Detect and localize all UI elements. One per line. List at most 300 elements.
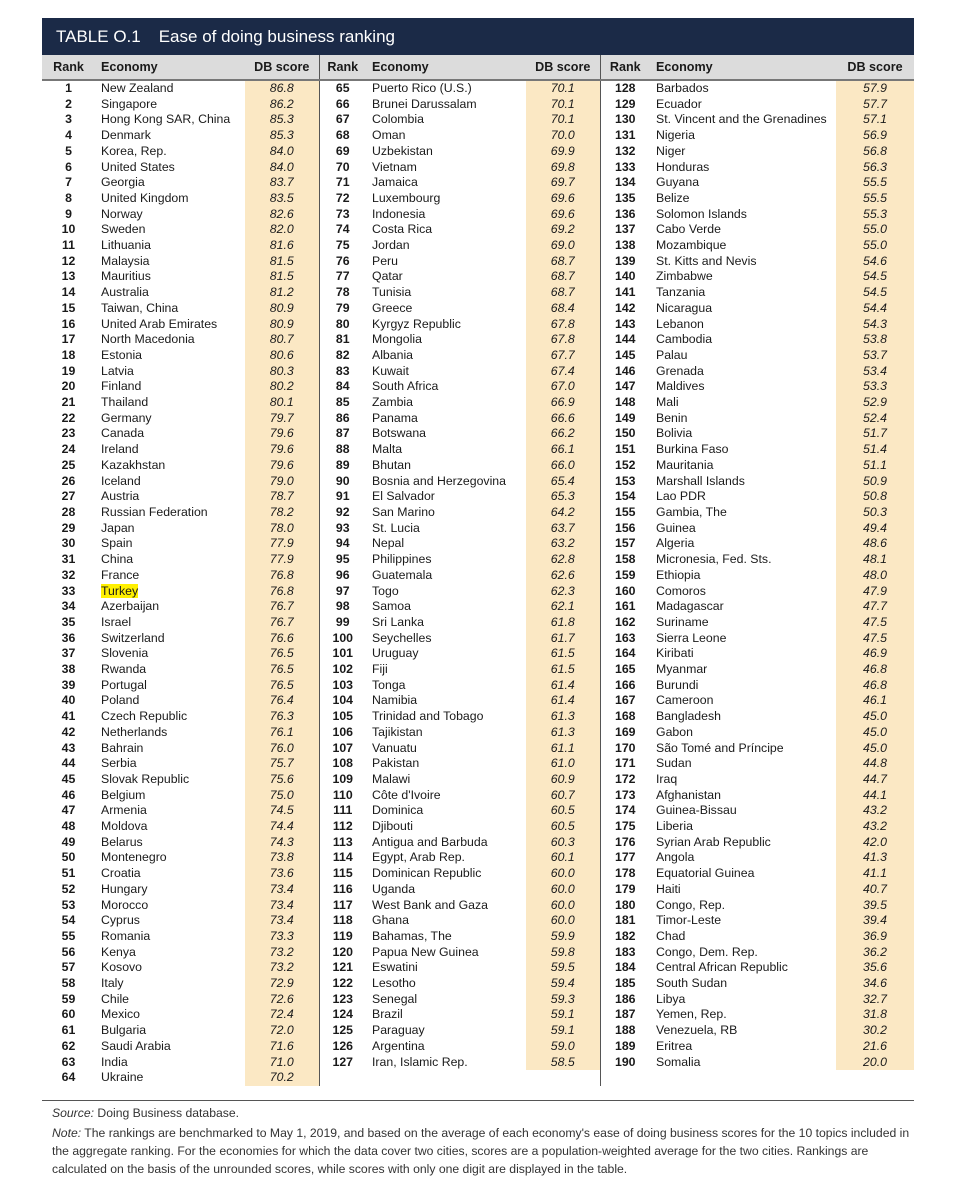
economy-cell: Jordan	[372, 238, 410, 253]
economy-cell: Sweden	[101, 222, 146, 237]
score-cell: 69.9	[526, 144, 600, 160]
score-cell: 21.6	[836, 1039, 914, 1055]
economy-cell: Estonia	[101, 347, 143, 362]
rank-cell: 35	[61, 614, 76, 629]
table-row	[42, 819, 914, 835]
score-cell: 73.6	[245, 866, 319, 882]
score-cell: 50.3	[836, 505, 914, 521]
rank-cell: 103	[319, 678, 366, 694]
rank-cell: 183	[600, 945, 650, 961]
rank-cell: 13	[61, 269, 76, 284]
note-label: Note:	[52, 1126, 82, 1140]
table-row	[42, 160, 914, 176]
economy-cell: Tanzania	[656, 285, 706, 300]
score-cell: 76.5	[245, 678, 319, 694]
table-title: Ease of doing business ranking	[158, 26, 395, 46]
rank-cell: 47	[61, 803, 76, 818]
economy-cell: Bahrain	[101, 740, 144, 755]
score-cell: 42.0	[836, 835, 914, 851]
rank-cell: 34	[61, 599, 76, 614]
rank-cell: 39	[61, 677, 76, 692]
economy-cell: Sierra Leone	[656, 630, 727, 645]
rank-cell: 153	[600, 474, 650, 490]
economy-cell: St. Vincent and the Grenadines	[656, 112, 827, 127]
rank-cell: 115	[319, 866, 366, 882]
economy-cell: Taiwan, China	[101, 300, 179, 315]
rank-cell: 63	[61, 1054, 76, 1069]
economy-cell: Libya	[656, 991, 686, 1006]
economy-cell: Bahamas, The	[372, 928, 452, 943]
economy-cell: Bulgaria	[101, 1023, 147, 1038]
economy-cell: Samoa	[372, 599, 411, 614]
economy-cell: Malta	[372, 442, 403, 457]
table-row	[42, 426, 914, 442]
table-row	[42, 835, 914, 851]
economy-header: Economy	[95, 55, 245, 80]
table-row	[42, 709, 914, 725]
economy-cell: Syrian Arab Republic	[656, 834, 771, 849]
score-cell: 74.3	[245, 835, 319, 851]
score-cell: 72.4	[245, 1007, 319, 1023]
rank-cell: 123	[319, 992, 366, 1008]
rank-header: Rank	[600, 55, 650, 80]
economy-cell: Togo	[372, 583, 399, 598]
economy-cell: Tajikistan	[372, 724, 423, 739]
economy-cell: Botswana	[372, 426, 427, 441]
rank-cell: 169	[600, 725, 650, 741]
economy-cell: Somalia	[656, 1054, 701, 1069]
score-cell: 48.6	[836, 536, 914, 552]
economy-cell: Greece	[372, 300, 413, 315]
rank-cell: 98	[319, 599, 366, 615]
score-cell: 78.2	[245, 505, 319, 521]
rank-cell: 151	[600, 442, 650, 458]
table-row	[42, 395, 914, 411]
rank-cell: 30	[61, 536, 76, 551]
rank-cell: 5	[65, 143, 72, 158]
score-cell: 76.8	[245, 568, 319, 584]
score-cell: 80.7	[245, 332, 319, 348]
table-row	[42, 615, 914, 631]
rank-cell: 26	[61, 473, 76, 488]
score-cell: 79.7	[245, 411, 319, 427]
rank-cell: 134	[600, 175, 650, 191]
table-row	[42, 238, 914, 254]
rank-cell: 113	[319, 835, 366, 851]
score-cell: 57.9	[836, 80, 914, 97]
economy-cell: Italy	[101, 976, 124, 991]
score-cell: 76.3	[245, 709, 319, 725]
score-cell: 72.0	[245, 1023, 319, 1039]
economy-cell: Burundi	[656, 677, 699, 692]
rank-cell: 52	[61, 881, 76, 896]
rank-cell: 171	[600, 756, 650, 772]
rank-cell: 24	[61, 442, 76, 457]
economy-cell: Kosovo	[101, 960, 143, 975]
rank-cell: 83	[319, 364, 366, 380]
rank-cell: 53	[61, 897, 76, 912]
economy-cell: Côte d'Ivoire	[372, 787, 441, 802]
rank-cell: 11	[62, 238, 75, 253]
economy-cell: Rwanda	[101, 662, 147, 677]
economy-cell: Timor-Leste	[656, 913, 722, 928]
rank-cell: 135	[600, 191, 650, 207]
score-cell: 75.0	[245, 788, 319, 804]
table-row	[42, 207, 914, 223]
table-row	[42, 960, 914, 976]
economy-cell: Slovenia	[101, 646, 149, 661]
score-cell: 60.0	[526, 898, 600, 914]
economy-cell: Cyprus	[101, 913, 140, 928]
rank-cell: 100	[319, 631, 366, 647]
economy-cell: Nicaragua	[656, 300, 713, 315]
rank-cell: 126	[319, 1039, 366, 1055]
rank-cell: 40	[61, 693, 76, 708]
score-cell: 78.7	[245, 489, 319, 505]
score-cell: 34.6	[836, 976, 914, 992]
economy-cell: Myanmar	[656, 662, 708, 677]
table-bottom-rule	[42, 1100, 914, 1101]
rank-cell: 27	[61, 489, 76, 504]
economy-cell: Burkina Faso	[656, 442, 729, 457]
economy-cell: Niger	[656, 143, 686, 158]
rank-cell: 86	[319, 411, 366, 427]
score-cell: 76.7	[245, 599, 319, 615]
economy-cell: Azerbaijan	[101, 599, 160, 614]
score-cell: 47.5	[836, 631, 914, 647]
score-cell: 70.1	[526, 112, 600, 128]
economy-cell: Mali	[656, 395, 679, 410]
economy-cell: Saudi Arabia	[101, 1038, 171, 1053]
rank-cell: 41	[61, 709, 76, 724]
economy-cell: South Africa	[372, 379, 439, 394]
score-cell: 73.4	[245, 882, 319, 898]
rank-cell: 124	[319, 1007, 366, 1023]
table-row	[42, 191, 914, 207]
score-cell: 70.1	[526, 80, 600, 97]
score-cell: 80.9	[245, 301, 319, 317]
rank-cell: 159	[600, 568, 650, 584]
score-cell: 59.1	[526, 1007, 600, 1023]
rank-cell: 49	[61, 834, 76, 849]
economy-cell: United States	[101, 159, 175, 174]
rank-cell: 16	[61, 316, 76, 331]
rank-cell: 121	[319, 960, 366, 976]
table-row	[42, 913, 914, 929]
table-row	[42, 568, 914, 584]
rank-cell: 79	[319, 301, 366, 317]
score-cell: 84.0	[245, 160, 319, 176]
highlighted-economy: Turkey	[101, 583, 139, 598]
economy-cell: Denmark	[101, 128, 151, 143]
score-cell: 61.3	[526, 709, 600, 725]
table-row	[42, 97, 914, 113]
rank-cell: 162	[600, 615, 650, 631]
table-row	[42, 929, 914, 945]
score-cell: 46.8	[836, 662, 914, 678]
rank-cell: 10	[61, 222, 76, 237]
economy-cell: Guinea	[656, 520, 696, 535]
table-row	[42, 1039, 914, 1055]
score-cell: 41.3	[836, 850, 914, 866]
economy-cell: Angola	[656, 850, 695, 865]
rank-cell: 116	[319, 882, 366, 898]
economy-cell: Gabon	[656, 724, 693, 739]
table-row	[42, 442, 914, 458]
rank-cell: 36	[61, 630, 76, 645]
rank-cell: 133	[600, 160, 650, 176]
rank-cell: 172	[600, 772, 650, 788]
economy-cell: Nepal	[372, 536, 405, 551]
score-cell: 76.0	[245, 741, 319, 757]
score-cell: 51.4	[836, 442, 914, 458]
economy-cell: Kiribati	[656, 646, 694, 661]
rank-cell: 157	[600, 536, 650, 552]
rank-cell: 97	[319, 584, 366, 600]
economy-cell: Korea, Rep.	[101, 143, 167, 158]
score-cell: 56.3	[836, 160, 914, 176]
rank-cell: 188	[600, 1023, 650, 1039]
economy-cell: Jamaica	[372, 175, 418, 190]
score-cell: 73.8	[245, 850, 319, 866]
table-row	[42, 128, 914, 144]
score-cell: 54.6	[836, 254, 914, 270]
table-row	[42, 693, 914, 709]
rank-cell: 140	[600, 269, 650, 285]
score-cell: 85.3	[245, 112, 319, 128]
rank-cell: 51	[61, 866, 76, 881]
economy-cell: Mexico	[101, 1007, 140, 1022]
economy-cell: Malaysia	[101, 253, 150, 268]
rank-cell: 152	[600, 458, 650, 474]
table-row	[42, 1007, 914, 1023]
economy-cell: Marshall Islands	[656, 473, 745, 488]
score-cell: 86.8	[245, 80, 319, 97]
score-cell: 41.1	[836, 866, 914, 882]
economy-cell: Papua New Guinea	[372, 944, 479, 959]
table-row	[42, 112, 914, 128]
score-cell: 61.1	[526, 741, 600, 757]
rank-cell: 69	[319, 144, 366, 160]
economy-cell: Norway	[101, 206, 143, 221]
rank-cell: 165	[600, 662, 650, 678]
rank-cell: 58	[61, 976, 76, 991]
table-row	[42, 458, 914, 474]
score-cell: 61.7	[526, 631, 600, 647]
score-cell: 50.9	[836, 474, 914, 490]
rank-cell: 189	[600, 1039, 650, 1055]
source-label: Source:	[52, 1106, 95, 1120]
score-cell	[836, 1070, 914, 1086]
rank-cell: 60	[61, 1007, 76, 1022]
economy-cell: Vanuatu	[372, 740, 417, 755]
score-cell: 64.2	[526, 505, 600, 521]
rank-cell: 20	[61, 379, 76, 394]
score-cell: 53.7	[836, 348, 914, 364]
rank-cell: 65	[319, 80, 366, 97]
rank-cell: 173	[600, 788, 650, 804]
rank-cell: 155	[600, 505, 650, 521]
score-cell: 45.0	[836, 709, 914, 725]
rank-cell: 42	[61, 724, 76, 739]
rank-cell: 32	[61, 567, 76, 582]
score-cell: 61.4	[526, 678, 600, 694]
score-cell: 76.7	[245, 615, 319, 631]
score-cell: 54.4	[836, 301, 914, 317]
rank-cell: 74	[319, 222, 366, 238]
rank-cell: 129	[600, 97, 650, 113]
rank-cell: 164	[600, 646, 650, 662]
table-row	[42, 489, 914, 505]
score-cell: 73.2	[245, 945, 319, 961]
rank-cell: 88	[319, 442, 366, 458]
economy-cell: Russian Federation	[101, 504, 208, 519]
economy-cell: Micronesia, Fed. Sts.	[656, 552, 772, 567]
economy-cell: Eswatini	[372, 960, 418, 975]
score-cell: 35.6	[836, 960, 914, 976]
economy-cell: Haiti	[656, 881, 681, 896]
economy-cell: Canada	[101, 426, 145, 441]
economy-cell: Montenegro	[101, 850, 167, 865]
rank-cell: 154	[600, 489, 650, 505]
score-cell: 67.4	[526, 364, 600, 380]
economy-cell: Guatemala	[372, 567, 433, 582]
economy-cell: Comoros	[656, 583, 706, 598]
score-cell: 47.7	[836, 599, 914, 615]
score-cell: 36.2	[836, 945, 914, 961]
rank-cell: 62	[61, 1038, 76, 1053]
economy-cell: Congo, Rep.	[656, 897, 726, 912]
rank-cell: 61	[61, 1023, 76, 1038]
score-cell: 44.8	[836, 756, 914, 772]
rank-cell: 108	[319, 756, 366, 772]
economy-cell: Mauritius	[101, 269, 151, 284]
rank-cell: 46	[61, 787, 76, 802]
score-cell: 39.4	[836, 913, 914, 929]
economy-cell: Argentina	[372, 1038, 425, 1053]
rank-cell: 178	[600, 866, 650, 882]
economy-cell: United Kingdom	[101, 190, 189, 205]
economy-cell: Netherlands	[101, 724, 168, 739]
economy-cell: Pakistan	[372, 756, 420, 771]
economy-cell: Czech Republic	[101, 709, 188, 724]
table-row	[42, 1055, 914, 1071]
score-cell: 85.3	[245, 128, 319, 144]
economy-cell: Chile	[101, 991, 130, 1006]
score-cell: 70.0	[526, 128, 600, 144]
economy-cell: Spain	[101, 536, 133, 551]
score-cell: 60.0	[526, 913, 600, 929]
economy-cell: France	[101, 567, 140, 582]
score-cell: 83.5	[245, 191, 319, 207]
rank-cell: 190	[600, 1055, 650, 1071]
rank-cell: 55	[61, 928, 76, 943]
economy-cell: Brunei Darussalam	[372, 96, 477, 111]
rank-cell: 168	[600, 709, 650, 725]
score-cell: 66.6	[526, 411, 600, 427]
table-row	[42, 552, 914, 568]
score-cell: 55.0	[836, 222, 914, 238]
score-cell: 56.9	[836, 128, 914, 144]
score-cell: 51.7	[836, 426, 914, 442]
economy-cell: Dominican Republic	[372, 866, 482, 881]
economy-cell	[650, 1070, 836, 1086]
economy-cell: Israel	[101, 614, 132, 629]
economy-cell: Switzerland	[101, 630, 165, 645]
table-row	[42, 772, 914, 788]
table-body	[42, 80, 914, 1086]
economy-cell: Paraguay	[372, 1023, 425, 1038]
score-cell: 47.5	[836, 615, 914, 631]
rank-cell: 184	[600, 960, 650, 976]
economy-cell: Cameroon	[656, 693, 714, 708]
economy-cell: Oman	[372, 128, 406, 143]
score-cell: 68.7	[526, 285, 600, 301]
rank-cell: 180	[600, 898, 650, 914]
economy-cell: Fiji	[372, 662, 388, 677]
rank-cell: 72	[319, 191, 366, 207]
rank-cell: 186	[600, 992, 650, 1008]
economy-cell: Lithuania	[101, 238, 151, 253]
score-cell: 44.7	[836, 772, 914, 788]
economy-cell: Georgia	[101, 175, 145, 190]
rank-cell: 175	[600, 819, 650, 835]
score-cell: 58.5	[526, 1055, 600, 1071]
score-cell: 69.6	[526, 207, 600, 223]
rank-cell: 85	[319, 395, 366, 411]
table-row	[42, 1070, 914, 1086]
score-cell: 71.0	[245, 1055, 319, 1071]
economy-cell: Namibia	[372, 693, 418, 708]
economy-header: Economy	[650, 55, 836, 80]
economy-cell: Egypt, Arab Rep.	[372, 850, 465, 865]
economy-cell: China	[101, 552, 134, 567]
score-cell: 61.0	[526, 756, 600, 772]
score-cell: 66.0	[526, 458, 600, 474]
table-row	[42, 332, 914, 348]
economy-cell: Peru	[372, 253, 398, 268]
score-cell: 32.7	[836, 992, 914, 1008]
score-cell: 60.9	[526, 772, 600, 788]
rank-cell: 8	[65, 190, 72, 205]
table-row	[42, 285, 914, 301]
score-cell: 52.4	[836, 411, 914, 427]
rank-cell: 94	[319, 536, 366, 552]
score-cell: 74.4	[245, 819, 319, 835]
economy-cell: Senegal	[372, 991, 418, 1006]
score-cell: 60.0	[526, 866, 600, 882]
rank-cell: 19	[61, 363, 76, 378]
rank-cell: 82	[319, 348, 366, 364]
score-cell: 65.3	[526, 489, 600, 505]
table-row	[42, 474, 914, 490]
table-row	[42, 898, 914, 914]
table-row	[42, 866, 914, 882]
note-text: The rankings are benchmarked to May 1, 2019, and based on the average of each economy's ease of doing business scores for the 10 topics included in the aggregate ranking. For the economies for which the data cover two cities, scores are a population-weighted average for the two cities. Rankings are calculated on the basis of the unrounded scores, while scores with only one digit are displayed in the table.	[52, 1126, 910, 1176]
rank-cell: 48	[61, 819, 76, 834]
economy-cell: Indonesia	[372, 206, 426, 221]
economy-cell: Hungary	[101, 881, 148, 896]
score-cell: 69.7	[526, 175, 600, 191]
rank-header: Rank	[319, 55, 366, 80]
economy-cell: St. Kitts and Nevis	[656, 253, 757, 268]
rank-cell: 95	[319, 552, 366, 568]
score-cell: 70.1	[526, 97, 600, 113]
economy-cell: Honduras	[656, 159, 710, 174]
economy-cell: Algeria	[656, 536, 695, 551]
economy-cell: Australia	[101, 285, 149, 300]
table-row	[42, 301, 914, 317]
